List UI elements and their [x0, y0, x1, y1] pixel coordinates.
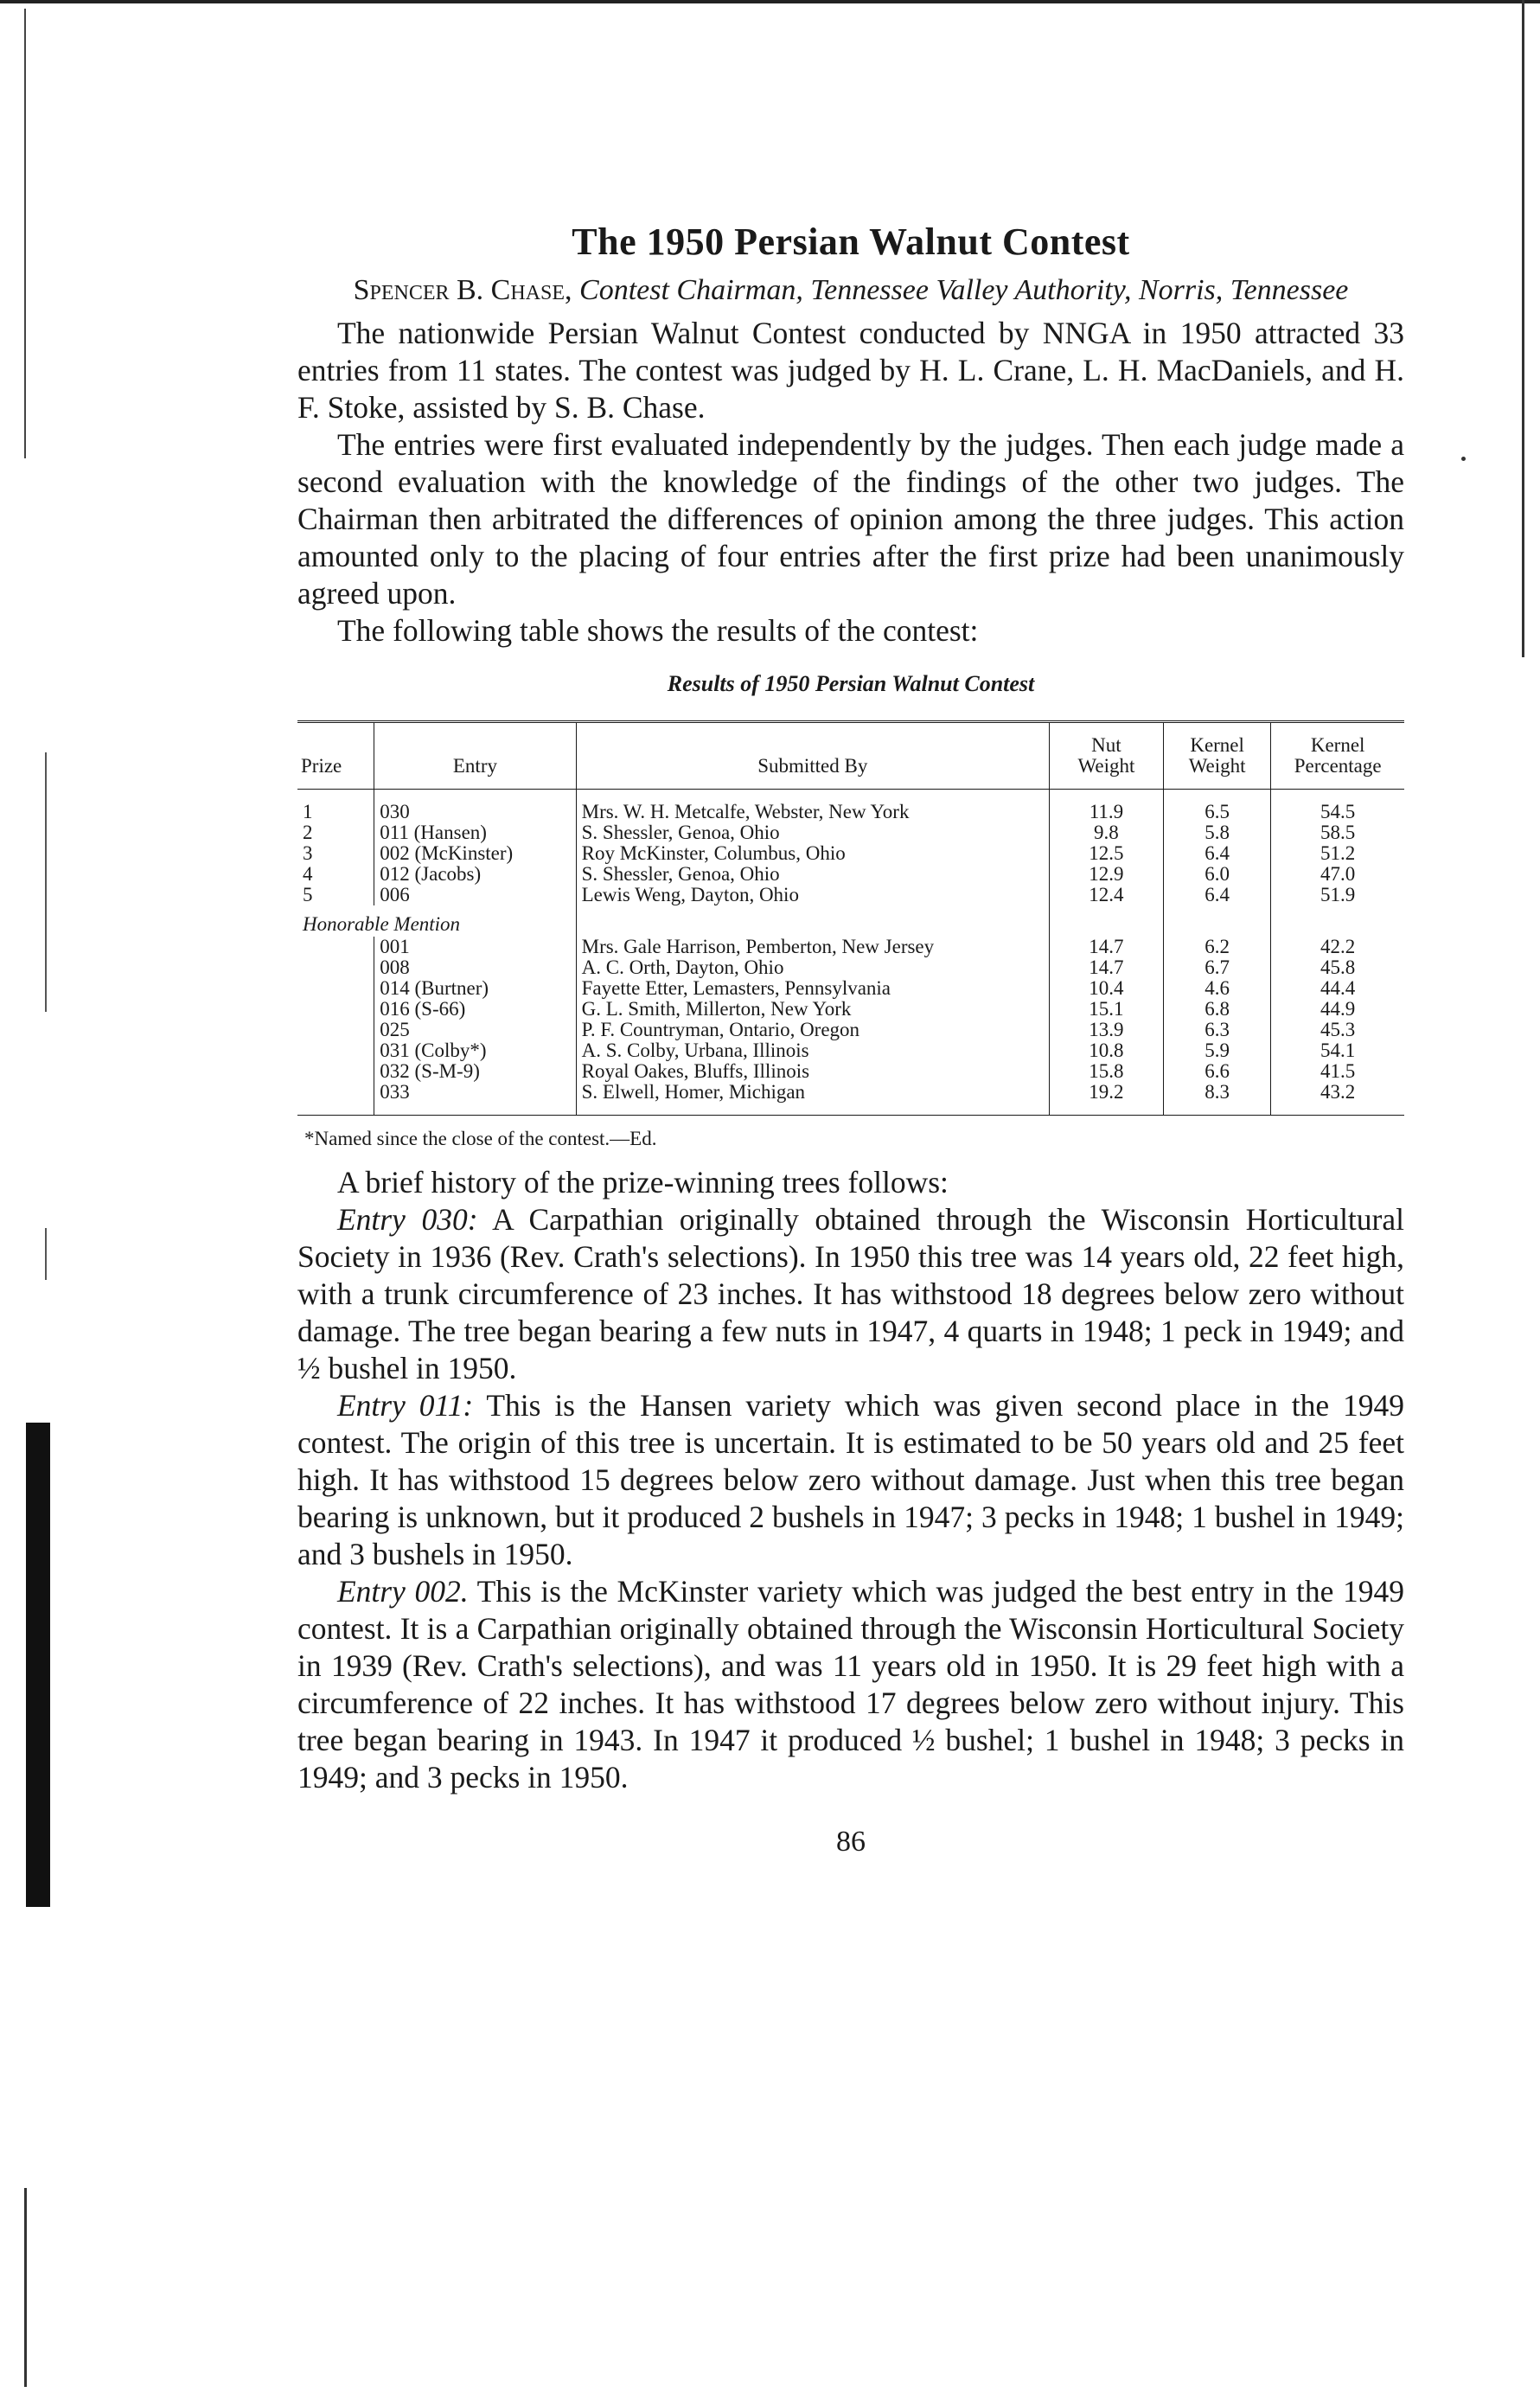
- cell-submitted: S. Shessler, Genoa, Ohio: [576, 864, 1049, 885]
- table-spacer: [297, 790, 1404, 803]
- cell-submitted: G. L. Smith, Millerton, New York: [576, 999, 1049, 1020]
- history-intro: A brief history of the prize-winning trees follows:: [337, 1165, 949, 1200]
- header-line: Percentage: [1294, 755, 1382, 777]
- cell-entry: 008: [374, 957, 576, 978]
- cell-submitted: Mrs. Gale Harrison, Pemberton, New Jersey: [576, 937, 1049, 957]
- scan-binding-bar: [26, 1423, 50, 1907]
- cell-prize: [297, 1040, 374, 1061]
- cell-prize: [297, 999, 374, 1020]
- article-title: The 1950 Persian Walnut Contest: [572, 221, 1130, 263]
- honorable-label-row: [297, 905, 1404, 937]
- cell-kernel-weight: 6.0: [1163, 864, 1270, 885]
- cell-prize: 4: [303, 863, 313, 885]
- table-spacer: [297, 1103, 1404, 1116]
- history-entry-paragraph: [297, 1387, 1404, 1573]
- cell-kernel-percentage: 44.4: [1271, 978, 1404, 999]
- cell-nut-weight: 15.8: [1049, 1061, 1163, 1082]
- cell-prize: [297, 978, 374, 999]
- cell-submitted: Lewis Weng, Dayton, Ohio: [576, 885, 1049, 905]
- results-table: [297, 720, 1404, 1116]
- col-header-kernel-percentage: [1271, 722, 1404, 790]
- page-content: [297, 216, 1404, 1858]
- cell-prize: [297, 1020, 374, 1040]
- cell-kernel-percentage: 45.8: [1271, 957, 1404, 978]
- intro-paragraph: The nationwide Persian Walnut Contest conducted by NNGA in 1950 attracted 33 entries from 11 states. The contest was judged by H. L. Crane, L. H. MacDaniels, and H. F. Stoke, assisted by S. B. Chase.: [297, 316, 1404, 425]
- header-line: Weight: [1188, 755, 1246, 777]
- table-row: [297, 978, 1404, 999]
- cell-entry: 014 (Burtner): [374, 978, 576, 999]
- scan-mark-left: [24, 2188, 27, 2387]
- cell-kernel-weight: 8.3: [1163, 1082, 1270, 1103]
- cell-entry: 025: [374, 1020, 576, 1040]
- table-row: [297, 822, 1404, 843]
- byline: [297, 272, 1404, 310]
- cell-kernel-percentage: 41.5: [1271, 1061, 1404, 1082]
- author-name: Spencer B. Chase,: [353, 274, 572, 306]
- intro-paragraph: The entries were first evaluated independently by the judges. Then each judge made a second evaluation with the knowledge of the findings of the other two judges. The Chairman then arbitrated the differences of opinion among the three judges. This action amounted only to the placing of four entries after the first prize had been unanimously agreed upon.: [297, 427, 1404, 611]
- table-row: [297, 905, 1404, 937]
- table-end: [297, 1103, 1404, 1116]
- honorable-rows: [297, 937, 1404, 1103]
- cell-prize: 2: [303, 822, 313, 843]
- cell-kernel-percentage: 43.2: [1271, 1082, 1404, 1103]
- cell-kernel-weight: 6.4: [1163, 843, 1270, 864]
- cell-nut-weight: 12.9: [1049, 864, 1163, 885]
- cell-kernel-percentage: 51.9: [1271, 885, 1404, 905]
- table-footnote: *Named since the close of the contest.—Ed.: [304, 1128, 657, 1149]
- cell-kernel-weight: 5.8: [1163, 822, 1270, 843]
- cell-nut-weight: 12.4: [1049, 885, 1163, 905]
- history-entry-text: A Carpathian originally obtained through the Wisconsin Horticultural Society in 1936 (Rev. Crath's selections). In 1950 this tree was 14 years old, 22 feet high, with a trunk circumference of 23 inches. It has withstood 18 degrees below zero without damage. The tree began bearing a few nuts in 1947, 4 quarts in 1948; 1 peck in 1949; and ½ bushel in 1950.: [297, 1202, 1404, 1385]
- cell-kernel-percentage: 45.3: [1271, 1020, 1404, 1040]
- cell-nut-weight: 12.5: [1049, 843, 1163, 864]
- cell-prize: [297, 1061, 374, 1082]
- cell-kernel-weight: 4.6: [1163, 978, 1270, 999]
- page-number: 86: [836, 1826, 866, 1858]
- history-entry-paragraph: [297, 1573, 1404, 1796]
- col-header-kernel-weight: [1163, 722, 1270, 790]
- header-line: Nut: [1091, 734, 1121, 756]
- cell-entry: 030: [374, 802, 576, 822]
- cell-kernel-percentage: 42.2: [1271, 937, 1404, 957]
- header-line: Weight: [1077, 755, 1135, 777]
- col-header-entry: Entry: [374, 722, 576, 790]
- cell-submitted: A. C. Orth, Dayton, Ohio: [576, 957, 1049, 978]
- cell-kernel-weight: 6.5: [1163, 802, 1270, 822]
- cell-entry: 002 (McKinster): [374, 843, 576, 864]
- cell-kernel-weight: 5.9: [1163, 1040, 1270, 1061]
- prize-rows: [297, 790, 1404, 906]
- cell-kernel-percentage: 54.1: [1271, 1040, 1404, 1061]
- cell-kernel-percentage: 44.9: [1271, 999, 1404, 1020]
- cell-prize: [297, 1082, 374, 1103]
- cell-nut-weight: 10.4: [1049, 978, 1163, 999]
- history-entry-label: Entry 002.: [337, 1574, 469, 1609]
- scan-mark-left: [45, 752, 47, 1012]
- cell-kernel-percentage: 58.5: [1271, 822, 1404, 843]
- scan-mark-left: [24, 9, 26, 458]
- cell-nut-weight: 19.2: [1049, 1082, 1163, 1103]
- cell-kernel-percentage: 54.5: [1271, 802, 1404, 822]
- cell-kernel-weight: 6.8: [1163, 999, 1270, 1020]
- table-title: Results of 1950 Persian Walnut Contest: [667, 671, 1035, 696]
- cell-kernel-percentage: 51.2: [1271, 843, 1404, 864]
- cell-nut-weight: 13.9: [1049, 1020, 1163, 1040]
- cell-submitted: S. Shessler, Genoa, Ohio: [576, 822, 1049, 843]
- table-row: [297, 1061, 1404, 1082]
- table-row: [297, 802, 1404, 822]
- cell-submitted: Roy McKinster, Columbus, Ohio: [576, 843, 1049, 864]
- cell-prize: 3: [303, 842, 313, 864]
- table-row: [297, 1040, 1404, 1061]
- history-entry-label: Entry 011:: [337, 1388, 474, 1423]
- cell-nut-weight: 14.7: [1049, 957, 1163, 978]
- col-header-prize: Prize: [297, 722, 374, 790]
- cell-kernel-weight: 6.2: [1163, 937, 1270, 957]
- cell-entry: 012 (Jacobs): [374, 864, 576, 885]
- cell-nut-weight: 10.8: [1049, 1040, 1163, 1061]
- history-entry-label: Entry 030:: [337, 1202, 478, 1237]
- cell-kernel-percentage: 47.0: [1271, 864, 1404, 885]
- scan-mark-left: [45, 1228, 47, 1280]
- scan-speck: [1461, 457, 1466, 461]
- col-header-submitted: Submitted By: [576, 722, 1049, 790]
- col-header-nut-weight: [1049, 722, 1163, 790]
- cell-prize: [297, 937, 374, 957]
- table-row: [297, 1082, 1404, 1103]
- cell-nut-weight: 14.7: [1049, 937, 1163, 957]
- cell-kernel-weight: 6.4: [1163, 885, 1270, 905]
- table-row: [297, 864, 1404, 885]
- history-entry-text: This is the Hansen variety which was given second place in the 1949 contest. The origin of this tree is uncertain. It is estimated to be 50 years old and 25 feet high. It has withstood 15 degrees below zero without damage. Just when this tree began bearing is unknown, but it produced 2 bushels in 1947; 3 pecks in 1948; 1 bushel in 1949; and 3 bushels in 1950.: [297, 1388, 1404, 1571]
- intro-paragraph: The following table shows the results of the contest:: [337, 613, 979, 648]
- cell-kernel-weight: 6.7: [1163, 957, 1270, 978]
- history-entries: [297, 1201, 1404, 1796]
- table-row: [297, 999, 1404, 1020]
- cell-prize: [297, 957, 374, 978]
- cell-submitted: S. Elwell, Homer, Michigan: [576, 1082, 1049, 1103]
- cell-submitted: Mrs. W. H. Metcalfe, Webster, New York: [576, 802, 1049, 822]
- cell-entry: 006: [374, 885, 576, 905]
- scan-edge-right: [1522, 0, 1524, 657]
- table-row: [297, 843, 1404, 864]
- cell-entry: 033: [374, 1082, 576, 1103]
- cell-kernel-weight: 6.6: [1163, 1061, 1270, 1082]
- table-row: [297, 885, 1404, 905]
- cell-nut-weight: 9.8: [1049, 822, 1163, 843]
- cell-submitted: Fayette Etter, Lemasters, Pennsylvania: [576, 978, 1049, 999]
- cell-entry: 031 (Colby*): [374, 1040, 576, 1061]
- cell-nut-weight: 15.1: [1049, 999, 1163, 1020]
- table-row: [297, 1020, 1404, 1040]
- cell-prize: 5: [303, 884, 313, 905]
- history-entry-paragraph: [297, 1201, 1404, 1387]
- cell-prize: 1: [303, 801, 313, 822]
- cell-nut-weight: 11.9: [1049, 802, 1163, 822]
- table-header-row: [297, 722, 1404, 790]
- table-row: [297, 957, 1404, 978]
- cell-entry: 016 (S-66): [374, 999, 576, 1020]
- cell-entry: 011 (Hansen): [374, 822, 576, 843]
- table-row: [297, 937, 1404, 957]
- cell-submitted: P. F. Countryman, Ontario, Oregon: [576, 1020, 1049, 1040]
- honorable-mention-label: Honorable Mention: [303, 913, 461, 935]
- history-entry-text: This is the McKinster variety which was judged the best entry in the 1949 contest. It is a Carpathian originally obtained through the Wisconsin Horticultural Society in 1939 (Rev. Crath's selections), and was 11 years old in 1950. It is 29 feet high with a circumference of 22 inches. It has withstood 17 degrees below zero without injury. This tree began bearing in 1943. In 1947 it produced ½ bushel; 1 bushel in 1948; 3 pecks in 1949; and 3 pecks in 1950.: [297, 1574, 1404, 1794]
- cell-submitted: A. S. Colby, Urbana, Illinois: [576, 1040, 1049, 1061]
- header-line: Kernel: [1190, 734, 1244, 756]
- cell-kernel-weight: 6.3: [1163, 1020, 1270, 1040]
- author-affiliation: Contest Chairman, Tennessee Valley Authority, Norris, Tennessee: [579, 274, 1349, 306]
- cell-submitted: Royal Oakes, Bluffs, Illinois: [576, 1061, 1049, 1082]
- scan-edge-top: [0, 0, 1540, 3]
- cell-entry: 001: [374, 937, 576, 957]
- cell-entry: 032 (S-M-9): [374, 1061, 576, 1082]
- header-line: Kernel: [1310, 734, 1365, 756]
